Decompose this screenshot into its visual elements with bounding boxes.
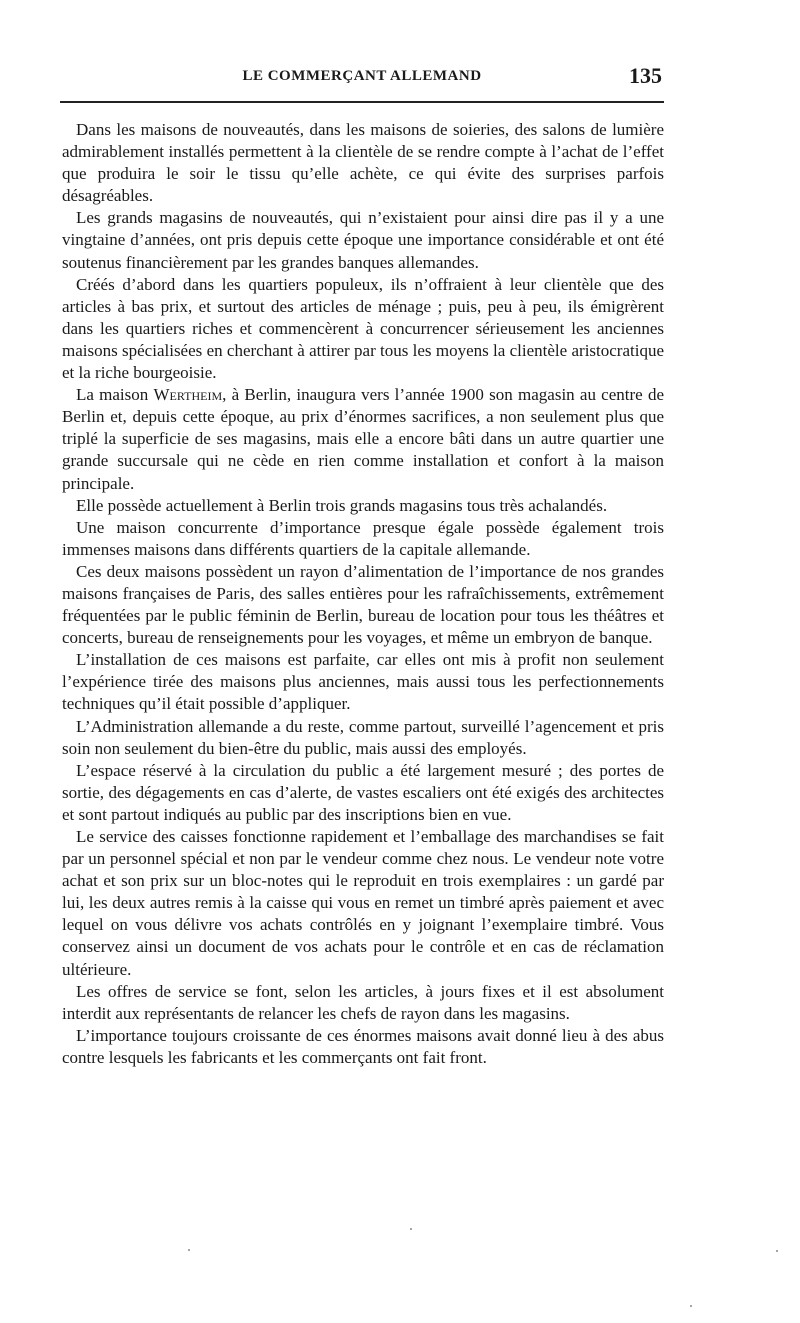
paragraph: L’installation de ces maisons est parfaite, car elles ont mis à profit non seulement l’expérience tirée des maisons plus anciennes, mais aussi tous les perfectionnements techniques qu’il était possible d’appliquer. xyxy=(62,650,664,714)
paragraph-text: La maison xyxy=(76,385,154,405)
paragraph: Une maison concurrente d’importance presque égale possède également trois immenses maisons dans différents quartiers de la capitale allemande. xyxy=(62,517,664,559)
paragraph: Les grands magasins de nouveautés, qui n’existaient pour ainsi dire pas il y a une vingtaine d’années, ont pris depuis cette époque une importance considérable et ont été soutenus financièrement par les grandes banques allemandes. xyxy=(62,208,664,272)
paragraph: Le service des caisses fonctionne rapidement et l’emballage des marchandises se fait par un personnel spécial et non par le vendeur comme chez nous. Le vendeur note votre achat et son prix sur un bloc-notes qui le reproduit en trois exemplaires : un gardé par lui, les deux autres remis à la caisse qui vous en remet un timbré après paiement et avec lequel on vous délivre vos achats contrôlés en y joignant l’exemplaire timbré. Vous conservez ainsi un document de vos achats pour le contrôle et en cas de réclamation ultérieure. xyxy=(62,827,664,979)
print-speck xyxy=(188,1249,190,1251)
print-speck xyxy=(410,1228,412,1230)
paragraph-text: , à Berlin, inaugura vers l’année 1900 son magasin au centre de Berlin et, depuis cette époque, au prix d’énormes sacrifices, a non seulement plus que triplé la superficie de ses magasins, mais elle a encore bâti dans un autre quartier une grande succursale qui ne cède en rien comme installation et confort à la maison principale. xyxy=(62,385,664,493)
page-header xyxy=(60,63,664,94)
paragraph: Les offres de service se font, selon les articles, à jours fixes et il est absolument interdit aux représentants de relancer les chefs de rayon dans les magasins. xyxy=(62,981,664,1023)
header-rule xyxy=(60,101,664,103)
paragraph: Créés d’abord dans les quartiers populeux, ils n’offraient à leur clientèle que des articles à bas prix, et surtout des articles de ménage ; puis, peu à peu, ils émigrèrent dans les quartiers riches et commencèrent à concurrencer sérieusement les anciennes maisons spécialisées en cherchant à attirer par tous les moyens la clientèle aristocratique et la riche bourgeoisie. xyxy=(62,274,664,383)
running-title: LE COMMERÇANT ALLEMAND xyxy=(242,68,482,84)
print-speck xyxy=(690,1305,692,1307)
paragraph-wertheim xyxy=(62,384,664,494)
company-name: Wertheim xyxy=(153,385,223,405)
paragraph: L’espace réservé à la circulation du public a été largement mesuré ; des portes de sortie, des dégagements en cas d’alerte, de vastes escaliers ont été exigés des architectes et sont partout indiqués au public par des inscriptions bien en vue. xyxy=(62,760,664,824)
paragraph: L’importance toujours croissante de ces énormes maisons avait donné lieu à des abus contre lesquels les fabricants et les commerçants ont fait front. xyxy=(62,1025,664,1067)
paragraph: Elle possède actuellement à Berlin trois grands magasins tous très achalandés. xyxy=(76,495,608,515)
paragraph: Ces deux maisons possèdent un rayon d’alimentation de l’importance de nos grandes maisons françaises de Paris, des salles entières pour les rafraîchissements, extrêmement fréquentées par le public féminin de Berlin, bureau de location pour tous les théâtres et concerts, bureau de renseignements pour les voyages, et même un embryon de banque. xyxy=(62,561,664,648)
paragraph: L’Administration allemande a du reste, comme partout, surveillé l’agencement et pris soin non seulement du bien-être du public, mais aussi des employés. xyxy=(62,716,664,758)
body-text xyxy=(62,119,664,1069)
print-speck xyxy=(776,1250,778,1252)
paragraph: Dans les maisons de nouveautés, dans les maisons de soieries, des salons de lumière admirablement installés permettent à la clientèle de se rendre compte à l’achat de l’effet que produira le soir le tissu qu’elle achète, ce qui évite des surprises parfois désagréables. xyxy=(62,120,664,206)
page-number: 135 xyxy=(629,63,662,88)
